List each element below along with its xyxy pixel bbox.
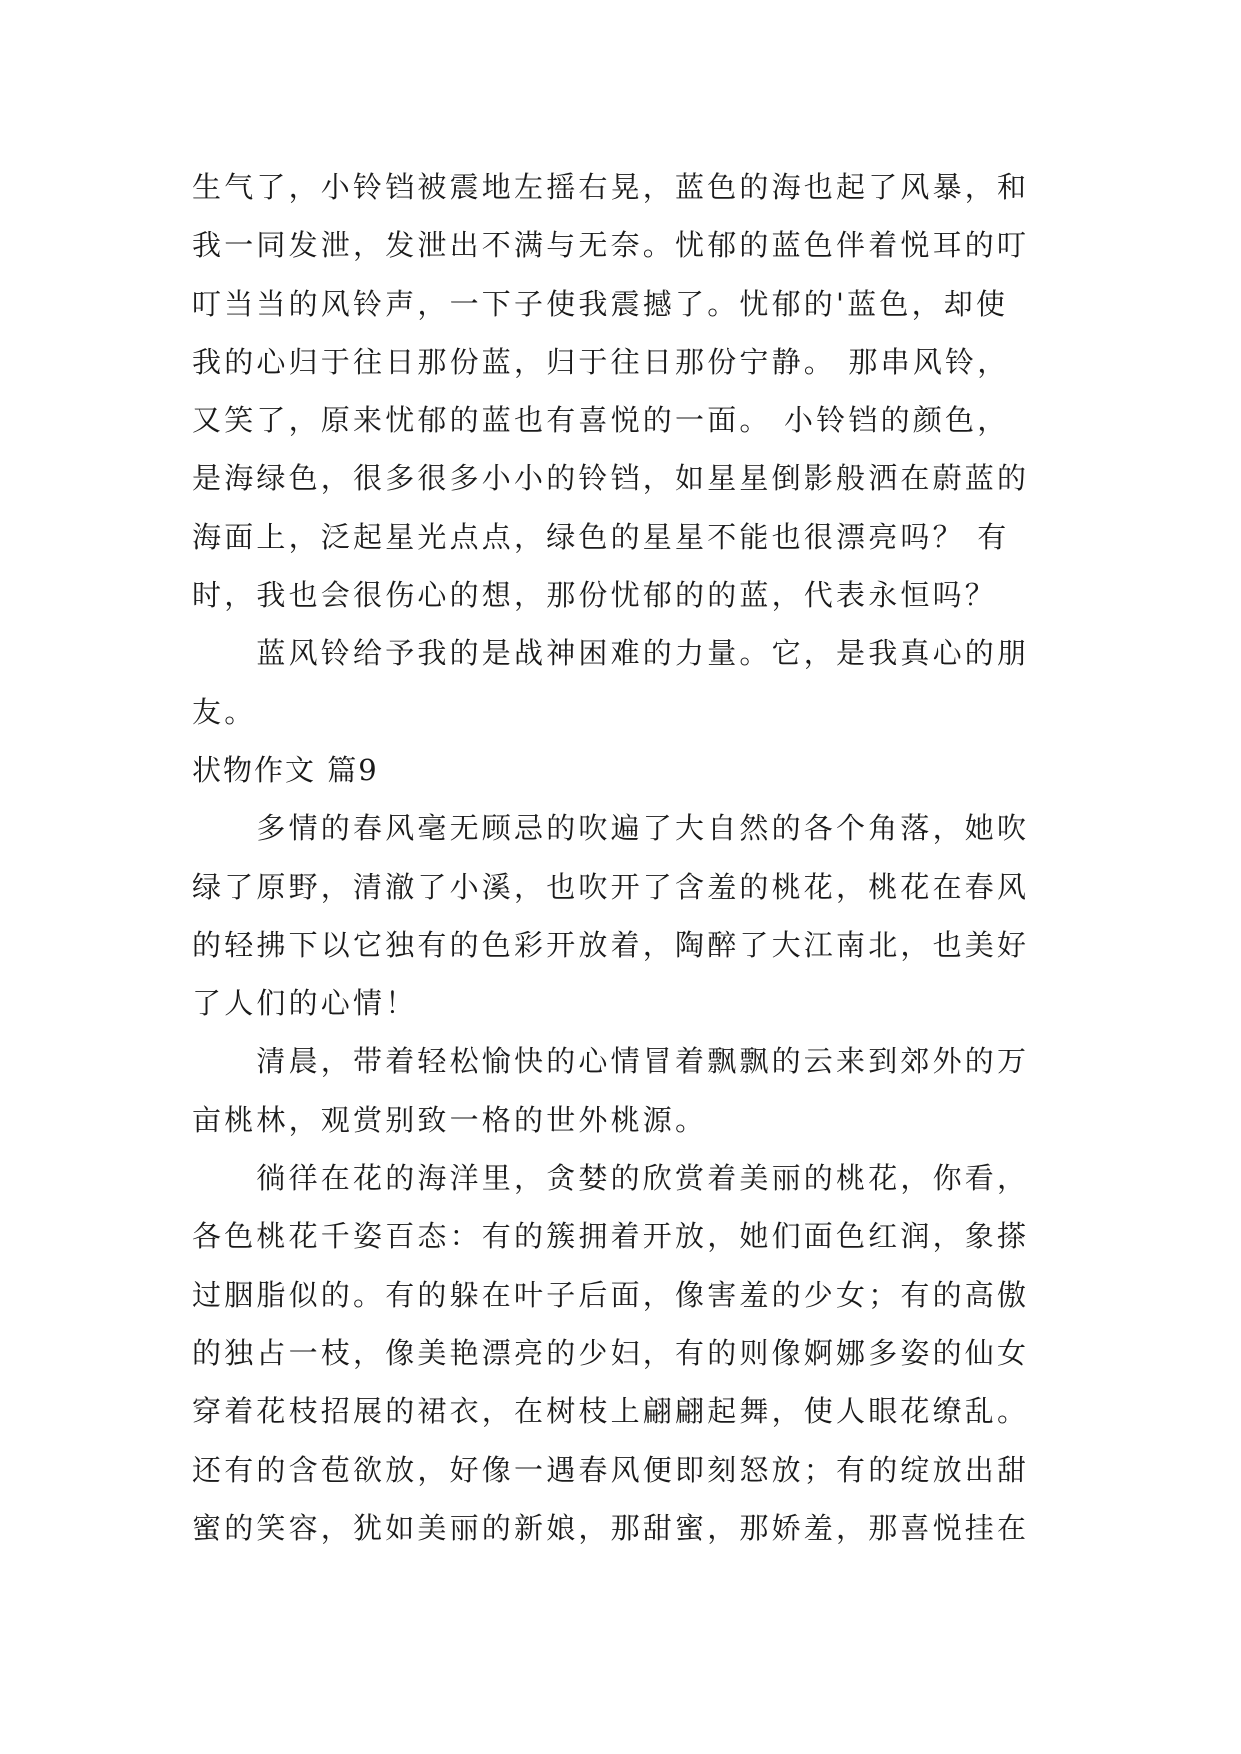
text-line: 各色桃花千姿百态：有的簇拥着开放，她们面色红润，象搽 (192, 1219, 1030, 1254)
text-line: 穿着花枝招展的裙衣，在树枝上翩翩起舞，使人眼花缭乱。 (192, 1394, 1030, 1429)
section-heading: 状物作文 篇9 (192, 752, 379, 787)
text-line: 海面上，泛起星光点点，绿色的星星不能也很漂亮吗？ 有 (192, 519, 1010, 554)
text-line: 过胭脂似的。有的躲在叶子后面，像害羞的少女；有的高傲 (192, 1277, 1030, 1312)
text-line: 我一同发泄，发泄出不满与无奈。忧郁的蓝色伴着悦耳的叮 (192, 228, 1030, 263)
text-line: 友。 (192, 694, 257, 729)
text-line: 还有的含苞欲放，好像一遇春风便即刻怒放；有的绽放出甜 (192, 1452, 1030, 1487)
text-line: 的轻拂下以它独有的色彩开放着，陶醉了大江南北，也美好 (192, 927, 1030, 962)
text-line: 是海绿色，很多很多小小的铃铛，如星星倒影般洒在蔚蓝的 (192, 461, 1030, 496)
document-body (192, 158, 1072, 1557)
text-line: 时，我也会很伤心的想，那份忧郁的的蓝，代表永恒吗？ (192, 578, 998, 613)
text-line: 生气了，小铃铛被震地左摇右晃，蓝色的海也起了风暴，和 (192, 170, 1030, 204)
text-line: 蜜的笑容，犹如美丽的新娘，那甜蜜，那娇羞，那喜悦挂在 (192, 1510, 1030, 1545)
text-line: 叮当当的风铃声，一下子使我震撼了。忧郁的'蓝色，却使 (192, 286, 1009, 321)
text-line: 了人们的心情！ (192, 986, 418, 1021)
paragraph-start-line: 清晨，带着轻松愉快的心情冒着飘飘的云来到郊外的万 (192, 1044, 1030, 1079)
text-line: 我的心归于往日那份蓝，归于往日那份宁静。 那串风铃， (192, 344, 1010, 379)
text-line: 绿了原野，清澈了小溪，也吹开了含羞的桃花，桃花在春风 (192, 869, 1030, 904)
text-line: 的独占一枝，像美艳漂亮的少妇，有的则像婀娜多姿的仙女 (192, 1335, 1030, 1370)
paragraph-start-line: 多情的春风毫无顾忌的吹遍了大自然的各个角落，她吹 (192, 811, 1030, 846)
paragraph-start-line: 蓝风铃给予我的是战神困难的力量。它，是我真心的朋 (192, 636, 1030, 671)
text-line: 亩桃林，观赏别致一格的世外桃源。 (192, 1102, 708, 1137)
text-line: 又笑了，原来忧郁的蓝也有喜悦的一面。 小铃铛的颜色， (192, 403, 1010, 438)
paragraph-start-line: 徜徉在花的海洋里，贪婪的欣赏着美丽的桃花，你看， (192, 1161, 1030, 1196)
